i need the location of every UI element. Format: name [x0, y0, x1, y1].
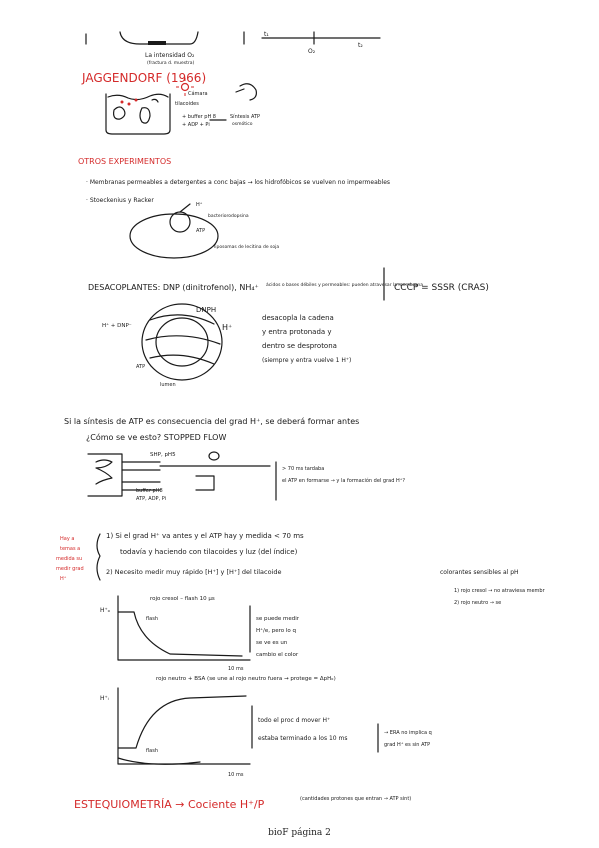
graph2-note2-0: → ERA no implica q: [384, 730, 432, 736]
side-note-3: medir grad: [56, 566, 84, 572]
graph1-x-label: 10 ms: [228, 666, 244, 672]
jaggendorf-section: [81, 71, 260, 134]
note-buffer: + buffer pH 8: [182, 114, 216, 120]
note-adp: + ADP + Pi: [182, 122, 210, 128]
graph1-y-label: H⁺ₒ: [100, 607, 111, 614]
note-sintesis: Síntesis ATP: [230, 114, 261, 120]
label-liposomas: liposomas de lecitina de soja: [214, 245, 280, 250]
graph2-flash: flash: [146, 748, 158, 754]
side-note-4: H⁺: [60, 576, 67, 582]
cccp-text: CCCP = SSSR (CRAS): [394, 283, 489, 293]
esteq-section: [74, 796, 411, 811]
label-atp-2: ATP: [136, 364, 146, 370]
desc-line-2: y entra protonada y: [262, 328, 332, 336]
otros-line1: · Membranas permeables a detergentes a conc bajas → los hidrofóbicos se vuelven no impermeables: [86, 179, 391, 186]
stopflow-right-1: > 70 ms tardaba: [282, 466, 325, 472]
label-buffer-ph8: buffer pH8: [136, 488, 163, 494]
graph2-note-0: todo el proc d mover H⁺: [258, 717, 331, 724]
graph2-note2-1: grad H⁺ es sin ATP: [384, 742, 431, 748]
jaggendorf-title: JAGGENDORF (1966): [82, 71, 207, 85]
stopflow-section: [64, 417, 405, 502]
label-h-plus: H⁺: [222, 323, 233, 332]
top-label-left-sub: (fractura d. muestra): [147, 61, 195, 66]
desacoplantes-note: ácidos o bases débiles y permeables: pueden atravesar la membrana: [266, 283, 424, 288]
desacoplantes-heading: DESACOPLANTES: DNP (dinitrofenol), NH₄⁺: [88, 283, 259, 292]
graph2-note-1: estaba terminado a los 10 ms: [258, 735, 348, 742]
option-2: 2) rojo neutro → se: [454, 600, 502, 606]
desc-line-3: dentro se desprotona: [262, 342, 337, 350]
graph2-title: rojo neutro + BSA (se une al rojo neutro fuera → protege = ΔpHₒ): [156, 676, 336, 682]
graph1-title: rojo cresol – flash 10 µs: [150, 596, 215, 602]
point-2: 2) Necesito medir muy rápido [H⁺] y [H⁺] del tilacoide: [106, 568, 282, 576]
axis-label-c: t₂: [358, 42, 363, 49]
desacoplantes-section: [88, 268, 489, 388]
otros-line2: · Stoeckenius y Racker: [86, 197, 154, 204]
graph-2: [100, 676, 432, 778]
stopflow-right-2: el ATP en formarse → y la formación del grad H⁺?: [282, 478, 406, 484]
option-1: 1) rojo cresol → no atraviesa membr: [454, 588, 545, 594]
point-2b: colorantes sensibles al pH: [440, 569, 519, 576]
label-lumen: lumen: [160, 382, 176, 388]
otros-title: OTROS EXPERIMENTOS: [78, 157, 172, 166]
side-note-0: Hay a: [60, 536, 75, 542]
point-1a: 1) Si el grad H⁺ va antes y el ATP hay y medida < 70 ms: [106, 532, 304, 540]
graph1-note-2: se ve es un: [256, 640, 288, 646]
note-camara: Cámara: [188, 91, 208, 97]
label-atp-adp: ATP, ADP, Pi: [136, 496, 167, 502]
label-h-dnp: H⁺ + DNP⁻: [102, 323, 132, 329]
side-note-1: temas a: [60, 546, 81, 552]
note-osmotico: osmótico: [232, 122, 253, 127]
results-section: [56, 532, 546, 778]
graph1-flash: flash: [146, 616, 158, 622]
esteq-note: (cantidades protones que entran → ATP sint): [300, 796, 412, 802]
stopflow-line1: Si la síntesis de ATP es consecuencia del grad H⁺, se deberá formar antes: [64, 417, 360, 426]
desc-line-1: desacopla la cadena: [262, 314, 334, 322]
graph2-x-label: 10 ms: [228, 772, 244, 778]
graph-1: [100, 596, 300, 672]
graph2-y-label: H⁺ᵢ: [100, 695, 109, 702]
top-fragment: [86, 31, 380, 66]
axis-label-b: O₂: [308, 48, 316, 55]
stopflow-line2: ¿Cómo se ve esto? STOPPED FLOW: [86, 433, 227, 442]
graph1-note-1: H⁺/e, pero lo q: [256, 628, 297, 634]
graph1-note-3: cambio el color: [256, 652, 299, 658]
note-tilacoides: tilacoides: [175, 101, 199, 107]
label-bacteriorodopsina: bacteriorodopsina: [208, 214, 249, 219]
axis-label-a: t₁: [264, 31, 269, 38]
label-atp: ATP: [196, 228, 206, 234]
esteq-title: ESTEQUIOMETRÍA → Cociente H⁺/P: [74, 798, 265, 811]
label-dnph: DNPH: [196, 306, 217, 314]
side-note-2: medida su: [56, 556, 83, 562]
graph1-note-0: se puede medir: [256, 616, 300, 622]
otros-section: [78, 157, 390, 258]
point-1b: todavía y haciendo con tilacoides y luz (del índice): [120, 548, 298, 556]
desc-line-4: (siempre y entra vuelve 1 H⁺): [262, 357, 352, 364]
label-shp: SHP, pH5: [150, 452, 176, 458]
top-label-left: La intensidad O₂: [145, 52, 195, 59]
page-footer: bioF página 2: [268, 828, 331, 838]
label-h: H⁺: [196, 202, 203, 208]
